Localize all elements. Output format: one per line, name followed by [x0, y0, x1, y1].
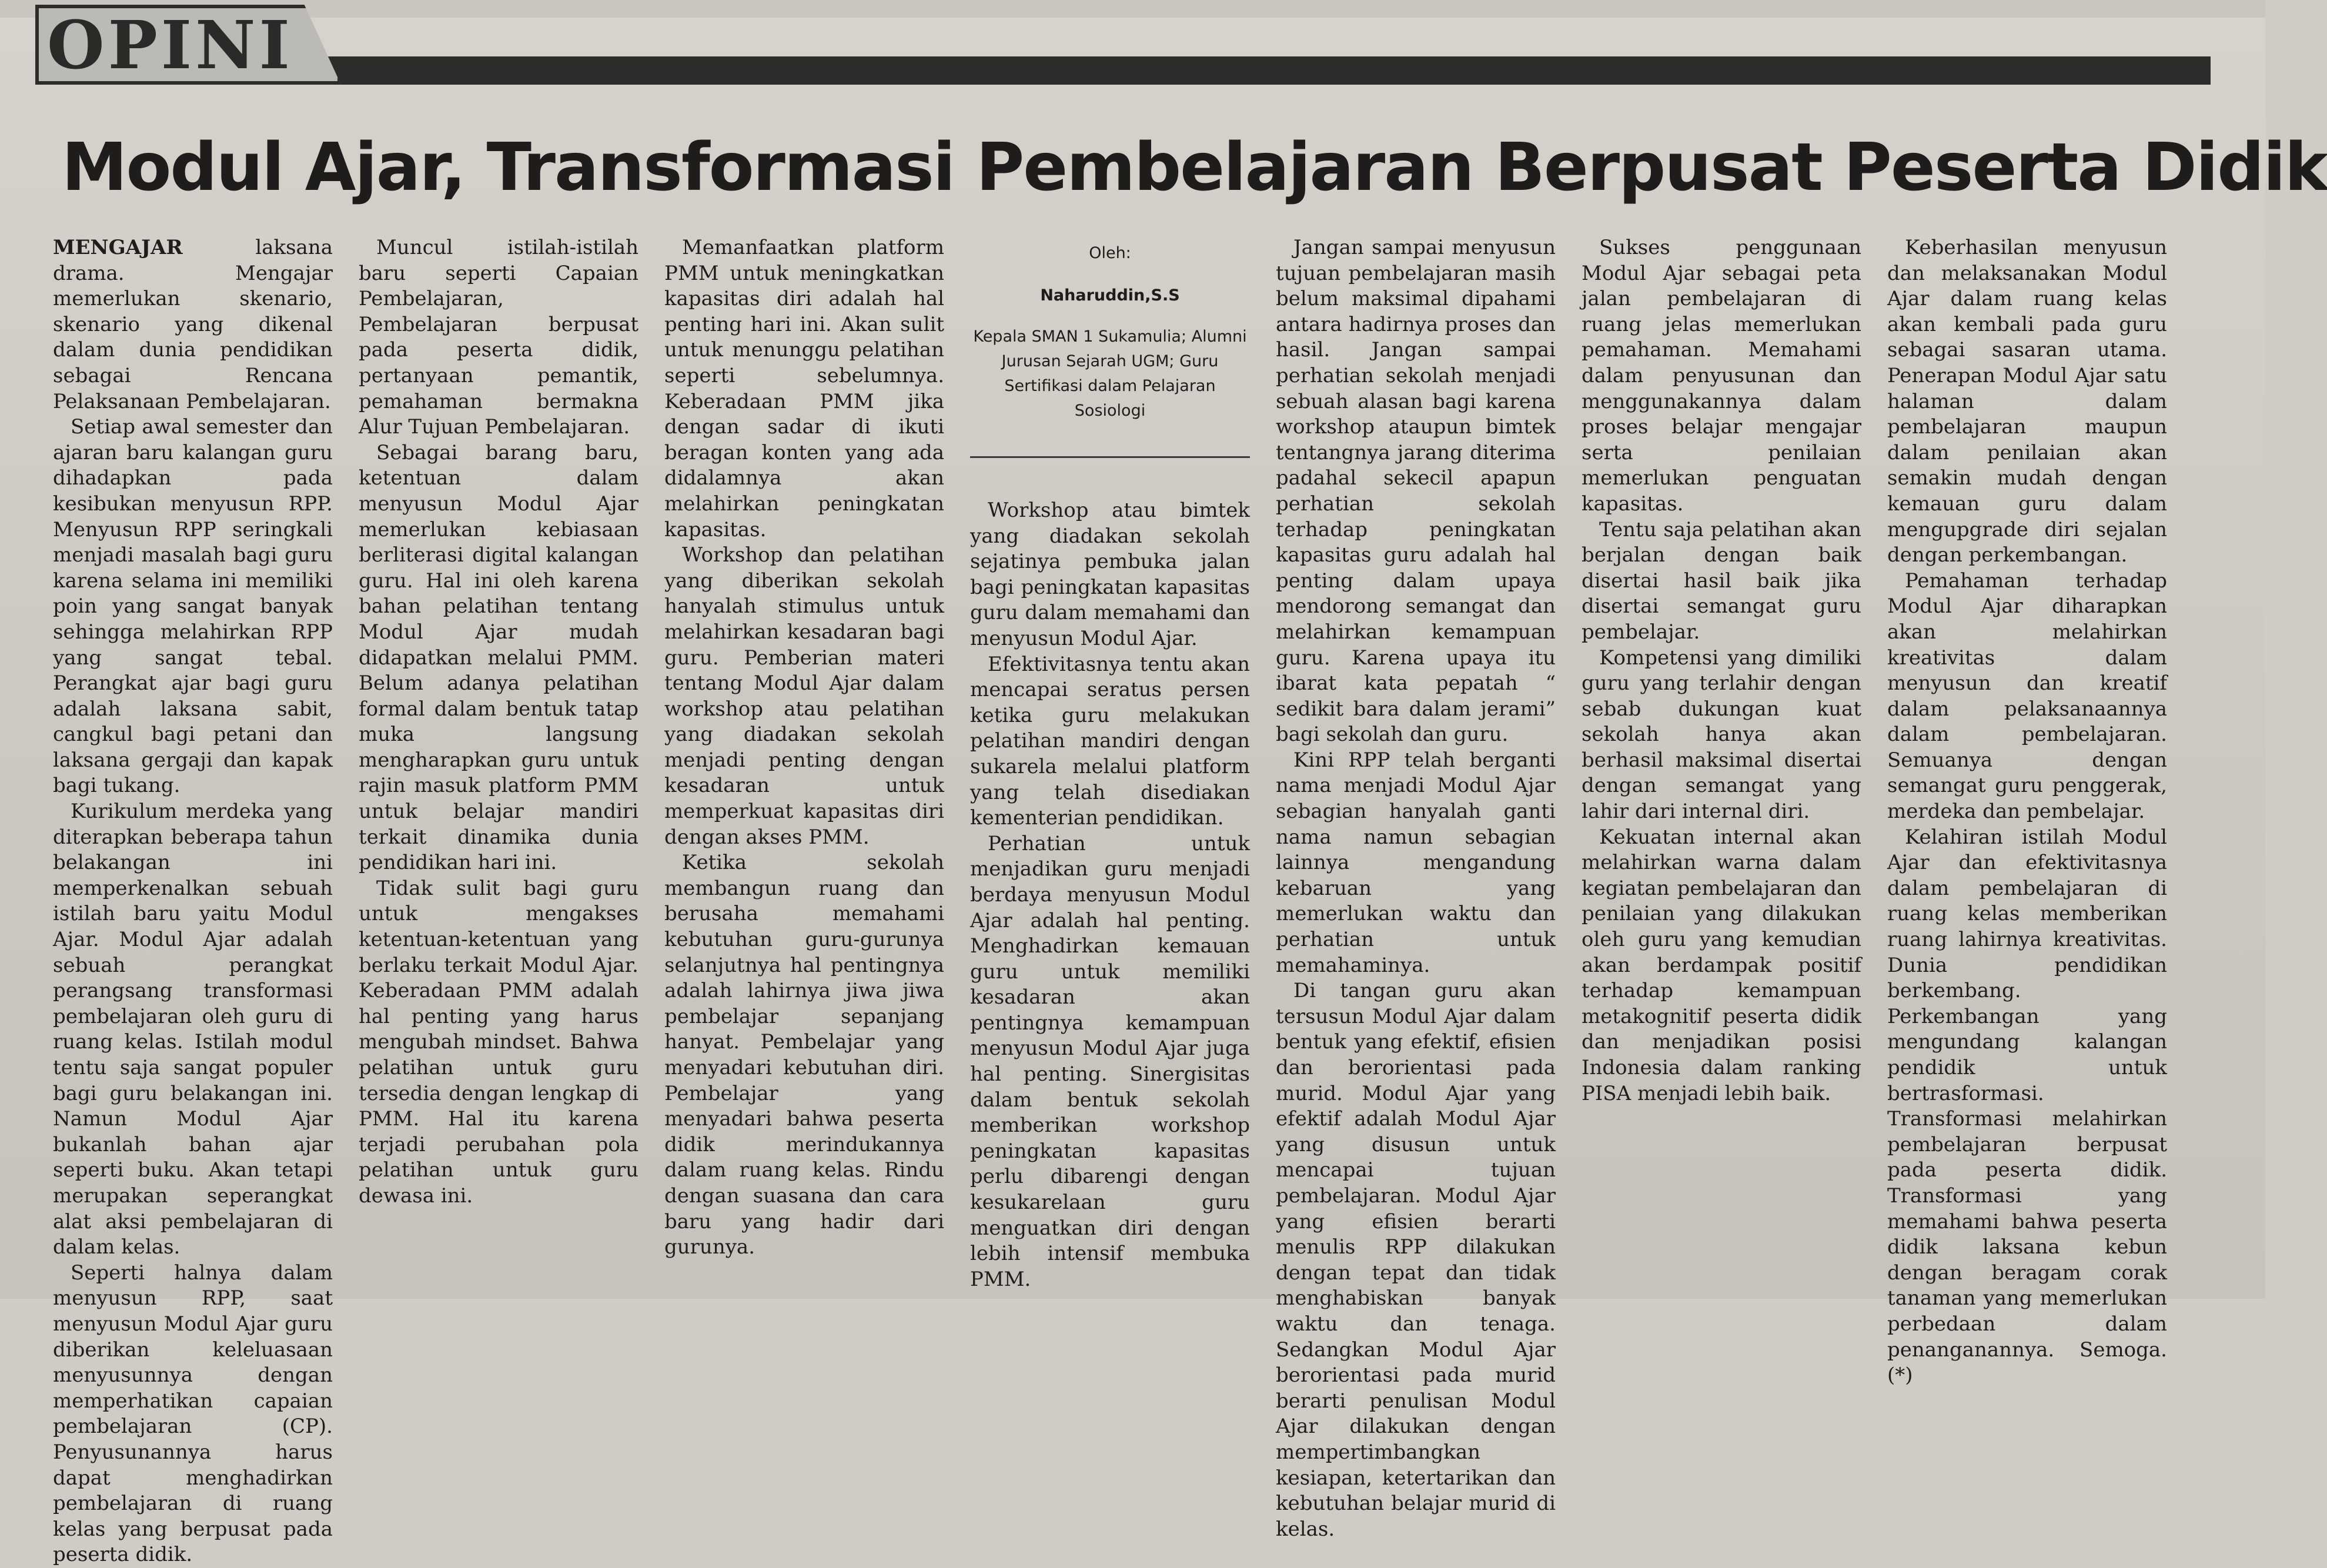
paragraph: Tidak sulit bagi guru untuk mengakses ketentuan-ketentuan yang berlaku terkait Modul Ajar. Keberadaan PMM adalah hal penting yang harus mengubah mindset. Bahwa pelatihan untuk guru tersedia dengan lengkap di PMM. Hal itu karena terjadi perubahan pola pelatihan untuk guru dewasa ini.	[359, 876, 638, 1208]
paragraph: Muncul istilah-istilah baru seperti Capaian Pembelajaran, Pembelajaran berpusat pada peserta didik, pertanyaan pemantik, pemahaman bermakna Alur Tujuan Pembelajaran.	[359, 236, 638, 439]
paragraph: Sebagai barang baru, ketentuan dalam menyusun Modul Ajar memerlukan kebiasaan berliterasi digital kalangan guru. Hal ini oleh karena bahan pelatihan tentang Modul Ajar mudah didapatkan melalui PMM. Belum adanya pelatihan formal dalam bentuk tatap muka langsung mengharapkan guru untuk rajin masuk platform PMM untuk belajar mandiri terkait dinamika dunia pendidikan hari ini.	[359, 440, 638, 875]
paragraph: Di tangan guru akan tersusun Modul Ajar dalam bentuk yang efektif, efisien dan berorientasi pada murid. Modul Ajar yang efektif adalah Modul Ajar yang disusun untuk mencapai tujuan pembelajaran. Modul Ajar yang efisien berarti menulis RPP dilakukan dengan tepat dan tidak menghabiskan banyak waktu dan tenaga. Sedangkan Modul Ajar berorientasi pada murid berarti penulisan Modul Ajar dilakukan dengan mempertimbangkan kesiapan, ketertarikan dan kebutuhan belajar murid di kelas.	[1276, 979, 1556, 1541]
paragraph: Ketika sekolah membangun ruang dan berusaha memahami kebutuhan guru-gurunya selanjutnya hal pentingnya adalah lahirnya jiwa jiwa pembelajar sepanjang hanyat. Pembelajar yang menyadari kebutuhan diri. Pembelajar yang menyadari bahwa peserta didik merindukannya dalam ruang kelas. Rindu dengan suasana dan cara baru yang hadir dari gurunya.	[664, 851, 944, 1259]
paragraph: Keberhasilan menyusun dan melaksanakan Modul Ajar dalam ruang kelas akan kembali pada guru sebagai sasaran utama. Penerapan Modul Ajar satu halaman dalam pembelajaran maupun dalam penilaian akan semakin mudah dengan kemauan guru dalam mengupgrade diri sejalan dengan perkembangan.	[1887, 236, 2167, 567]
column-3	[664, 235, 944, 1288]
paragraph: Memanfaatkan platform PMM untuk meningkatkan kapasitas diri adalah hal penting hari ini. Akan sulit untuk menunggu pelatihan seperti sebelumnya. Keberadaan PMM jika dengan sadar di ikuti beragan konten yang ada didalamnya akan melahirkan peningkatan kapasitas.	[664, 236, 944, 541]
paragraph: Setiap awal semester dan ajaran baru kalangan guru dihadapkan pada kesibukan menyusun RPP. Menyusun RPP seringkali menjadi masalah bagi guru karena selama ini memiliki poin yang sangat banyak sehingga melahirkan RPP yang sangat tebal. Perangkat ajar bagi guru adalah laksana sabit, cangkul bagi petani dan laksana gergaji dan kapak bagi tukang.	[53, 415, 333, 798]
article-headline: Modul Ajar, Transformasi Pembelajaran Berpusat Peserta Didik	[62, 129, 2327, 206]
top-page-strip	[0, 0, 2265, 18]
paragraph: Jangan sampai menyusun tujuan pembelajaran masih belum maksimal dipahami antara hadirnya proses dan hasil. Jangan sampai perhatian sekolah menjadi sebuah alasan bagi karena workshop ataupun bimtek tentangnya jarang diterima padahal sekecil apapun perhatian sekolah terhadap peningkatan kapasitas guru adalah hal penting dalam upaya mendorong semangat dan melahirkan kemampuan guru. Karena upaya itu ibarat kata pepatah “ sedikit bara dalam jerami” bagi sekolah dan guru.	[1276, 236, 1556, 747]
paragraph: Kini RPP telah berganti nama menjadi Modul Ajar sebagian hanyalah ganti nama namun sebagian lainnya mengandung kebaruan yang memerlukan waktu dan perhatian untuk memahaminya.	[1276, 748, 1556, 977]
column-5	[1276, 235, 1556, 1541]
paragraph: Perhatian untuk menjadikan guru menjadi berdaya menyusun Modul Ajar adalah hal penting. Menghadirkan kemauan guru untuk memiliki kesadaran akan pentingnya kemampuan menyusun Modul Ajar juga hal penting. Sinergisitas dalam bentuk sekolah memberikan workshop peningkatan kapasitas perlu dibarengi dengan kesukarelaan guru menguatkan diri dengan lebih intensif membuka PMM.	[970, 831, 1250, 1291]
section-header-band	[35, 56, 2211, 85]
column-7	[1887, 235, 2167, 1388]
paragraph: Kurikulum merdeka yang diterapkan beberapa tahun belakangan ini memperkenalkan sebuah istilah baru yaitu Modul Ajar. Modul Ajar adalah sebuah perangkat perangsang transformasi pembelajaran oleh guru di ruang kelas. Istilah modul tentu saja sangat populer bagi guru belakangan ini. Namun Modul Ajar bukanlah bahan ajar seperti buku. Akan tetapi merupakan seperangkat alat aksi pembelajaran di dalam kelas.	[53, 800, 333, 1259]
paragraph: Pemahaman terhadap Modul Ajar diharapkan akan melahirkan kreativitas dalam menyusun dan kreatif dalam pelaksanaannya dalam pembelajaran. Semuanya dengan semangat guru penggerak, merdeka dan pembelajar.	[1887, 569, 2167, 824]
author-byline	[970, 235, 1250, 423]
paragraph: Efektivitasnya tentu akan mencapai seratus persen ketika guru melakukan pelatihan mandiri dengan sukarela melalui platform yang telah disediakan kementerian pendidikan.	[970, 652, 1250, 830]
paragraph: Kelahiran istilah Modul Ajar dan efektivitasnya dalam pembelajaran di ruang kelas memberikan ruang lahirnya kreativitas. Dunia pendidikan berkembang. Perkembangan yang mengundang kalangan pendidik untuk bertrasformasi. Transformasi melahirkan pembelajaran berpusat pada peserta didik. Transformasi yang memahami bahwa peserta didik laksana kebun dengan beragam corak tanaman yang memerlukan perbedaan dalam penanganannya. Semoga. (*)	[1887, 825, 2167, 1388]
lead-text: laksana drama. Mengajar memerlukan skenario, skenario yang dikenal dalam dunia pendidikan sebagai Rencana Pelaksanaan Pembelajaran.	[53, 236, 333, 413]
paragraph: Workshop dan pelatihan yang diberikan sekolah hanyalah stimulus untuk melahirkan kesadaran bagi guru. Pemberian materi tentang Modul Ajar dalam workshop atau pelatihan yang diadakan sekolah menjadi penting dengan kesadaran untuk memperkuat kapasitas diri dengan akses PMM.	[664, 543, 944, 849]
column-1	[53, 235, 333, 1567]
paragraph: Seperti halnya dalam menyusun RPP, saat menyusun Modul Ajar guru diberikan keleluasaan menyusunnya dengan memperhatikan capaian pembelajaran (CP). Penyusunannya harus dapat menghadirkan pembelajaran di ruang kelas yang berpusat pada peserta didik.	[53, 1261, 333, 1567]
column-4	[970, 235, 1250, 1291]
column-2	[359, 235, 638, 1288]
author-name: Naharuddin,S.S	[1040, 286, 1180, 305]
paragraph: Workshop atau bimtek yang diadakan sekolah sejatinya pembuka jalan bagi peningkatan kapasitas guru dalam memahami dan menyusun Modul Ajar.	[970, 499, 1250, 650]
paragraph: Sukses penggunaan Modul Ajar sebagai peta jalan pembelajaran di ruang jelas memerlukan pemahaman. Memahami dalam penyusunan dan menggunakannya dalam proses belajar mengajar serta penilaian memerlukan penguatan kapasitas.	[1582, 236, 1861, 516]
lead-word: MENGAJAR	[53, 236, 183, 259]
lead-paragraph	[53, 235, 333, 414]
byline-label: Oleh:	[1089, 244, 1131, 262]
section-label: OPINI	[47, 7, 293, 84]
column-6	[1582, 235, 1861, 1288]
author-role: Kepala SMAN 1 Sukamulia; Alumni Jurusan Sejarah UGM; Guru Sertifikasi dalam Pelajaran Sosiologi	[973, 327, 1247, 420]
paragraph: Kekuatan internal akan melahirkan warna dalam kegiatan pembelajaran dan penilaian yang dilakukan oleh guru yang kemudian akan berdampak positif terhadap kemampuan metakognitif peserta didik dan menjadikan posisi Indonesia dalam ranking PISA menjadi lebih baik.	[1582, 825, 1861, 1105]
paragraph: Tentu saja pelatihan akan berjalan dengan baik disertai hasil baik jika disertai semangat guru pembelajar.	[1582, 517, 1861, 644]
article-body	[53, 235, 2167, 1567]
paragraph: Kompetensi yang dimiliki guru yang terlahir dengan sebab dukungan kuat sekolah hanya akan berhasil maksimal disertai dengan semangat yang lahir dari internal diri.	[1582, 646, 1861, 824]
byline-divider	[970, 456, 1250, 458]
